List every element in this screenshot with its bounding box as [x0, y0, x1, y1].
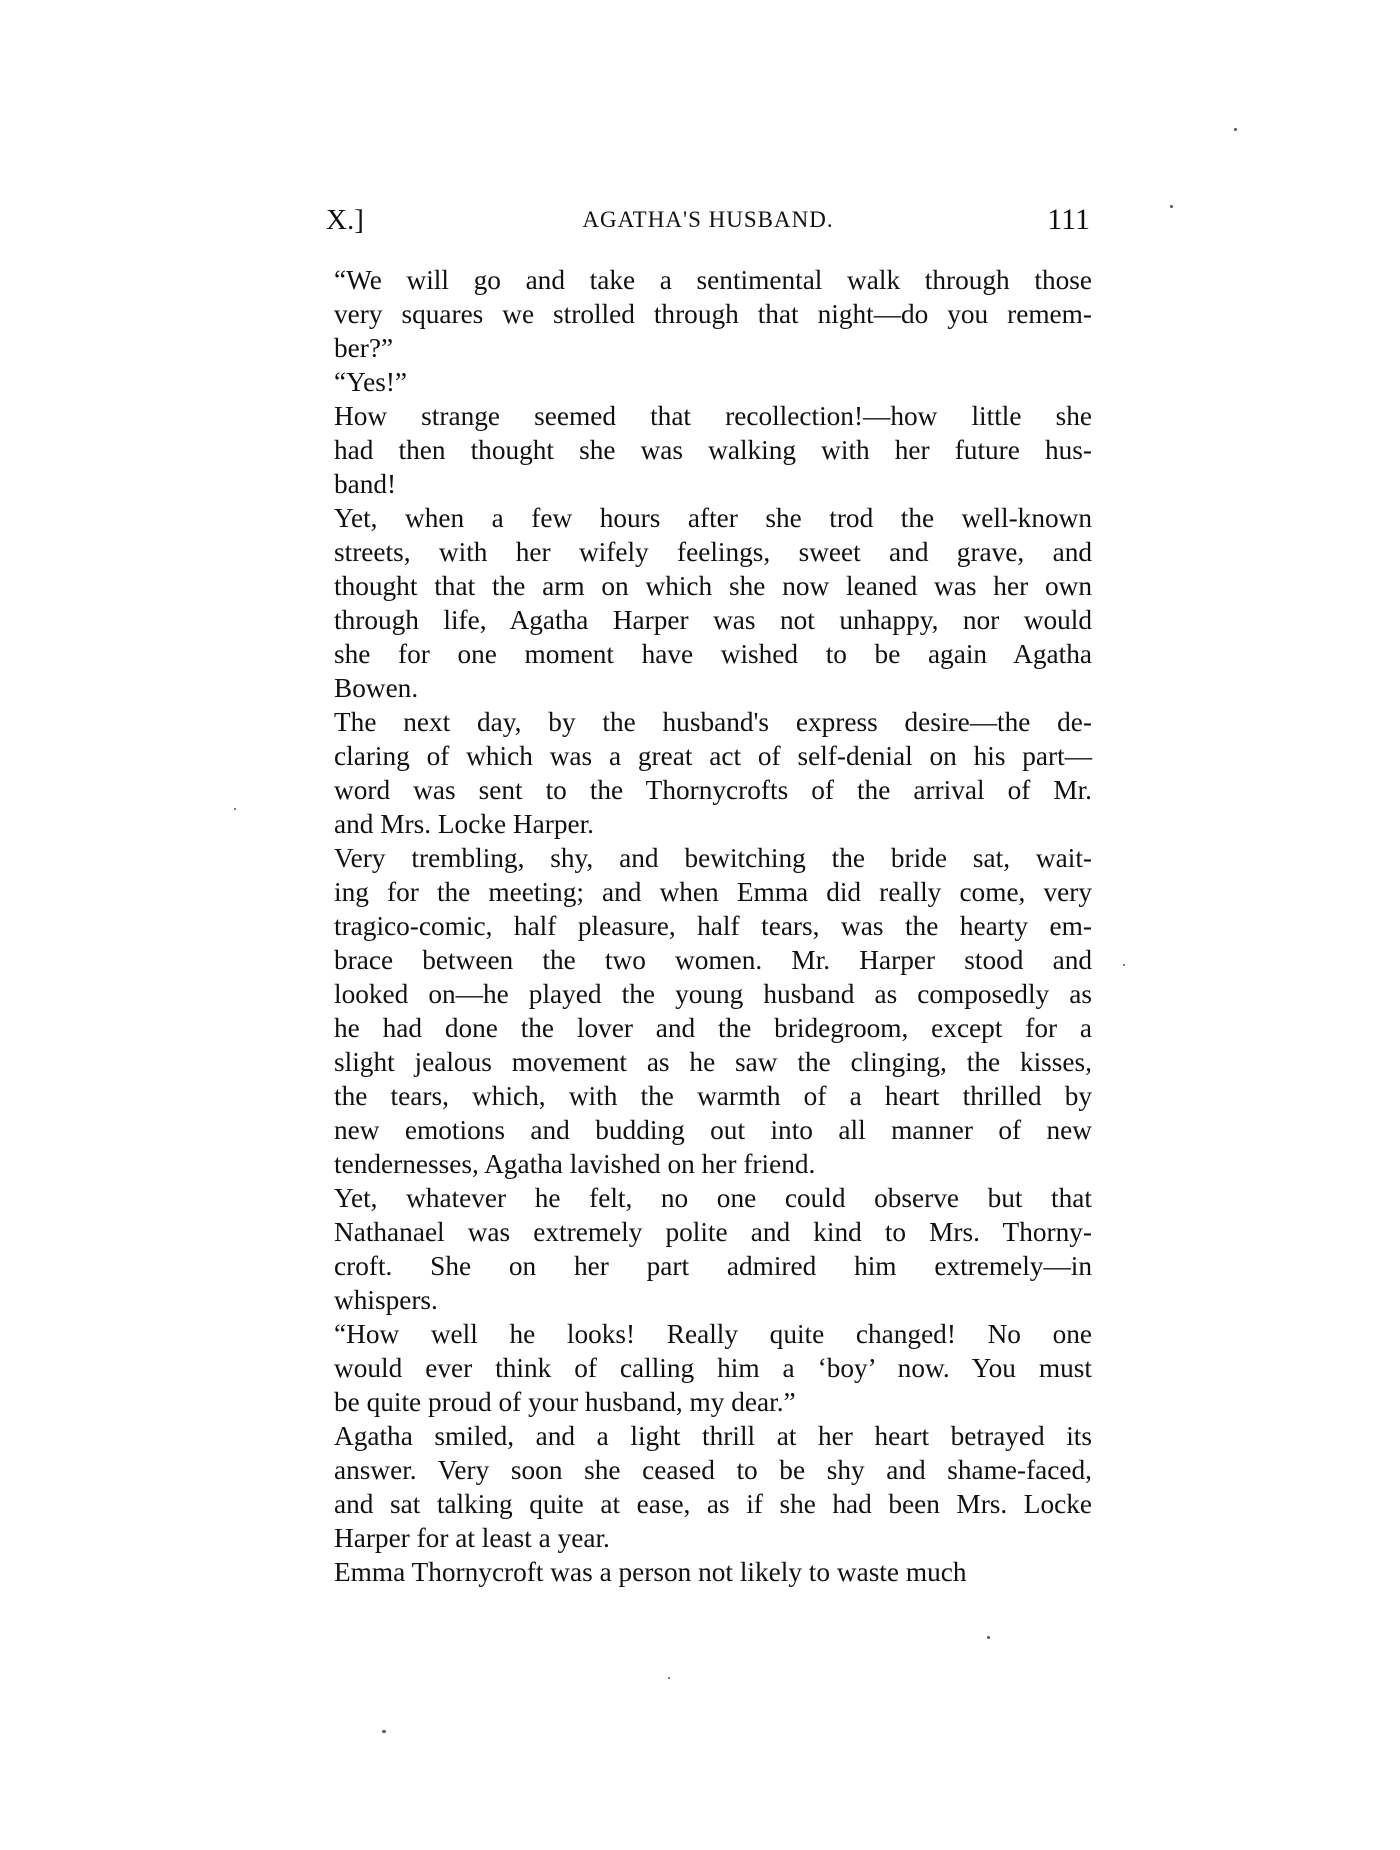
text-line: “We will go and take a sentimental walk through those — [334, 265, 1092, 295]
text-line: word was sent to the Thornycrofts of the arrival of Mr. — [334, 775, 1092, 805]
paragraph — [298, 1181, 1092, 1317]
text-line: ing for the meeting; and when Emma did really come, very — [334, 877, 1092, 907]
scan-speck — [382, 1730, 386, 1733]
paragraph — [298, 399, 1092, 501]
text-line: new emotions and budding out into all manner of new — [334, 1115, 1092, 1145]
text-line: would ever think of calling him a ‘boy’ now. You must — [334, 1353, 1092, 1383]
text-line: she for one moment have wished to be again Agatha — [334, 639, 1092, 669]
text-line: ber?” — [334, 333, 394, 363]
paragraph — [298, 1555, 1092, 1589]
body-text — [298, 263, 1092, 1589]
text-line: Harper for at least a year. — [334, 1523, 610, 1553]
scan-speck — [1170, 205, 1173, 208]
text-line: slight jealous movement as he saw the clinging, the kisses, — [334, 1047, 1092, 1077]
text-line: Nathanael was extremely polite and kind to Mrs. Thorny- — [334, 1217, 1092, 1247]
text-line: “How well he looks! Really quite changed! No one — [334, 1319, 1092, 1349]
text-line: and Mrs. Locke Harper. — [334, 809, 594, 839]
text-line: through life, Agatha Harper was not unhappy, nor would — [334, 605, 1092, 635]
text-line: very squares we strolled through that night—do you remem- — [334, 299, 1092, 329]
text-line: streets, with her wifely feelings, sweet and grave, and — [334, 537, 1092, 567]
paragraph — [298, 841, 1092, 1181]
text-line: tendernesses, Agatha lavished on her friend. — [334, 1149, 816, 1179]
text-line: thought that the arm on which she now leaned was her own — [334, 571, 1092, 601]
paragraph — [298, 1317, 1092, 1419]
paragraph — [298, 365, 1092, 399]
text-line: band! — [334, 469, 397, 499]
page-number: 111 — [1047, 203, 1090, 236]
text-line: Emma Thornycroft was a person not likely to waste much — [334, 1557, 967, 1587]
paragraph — [298, 705, 1092, 841]
text-line: Agatha smiled, and a light thrill at her heart betrayed its — [334, 1421, 1092, 1451]
scan-speck — [1123, 964, 1125, 966]
text-line: looked on—he played the young husband as composedly as — [334, 979, 1092, 1009]
text-line: the tears, which, with the warmth of a heart thrilled by — [334, 1081, 1092, 1111]
chapter-number: X.] — [326, 204, 364, 236]
text-line: “Yes!” — [334, 367, 408, 397]
text-line: and sat talking quite at ease, as if she had been Mrs. Locke — [334, 1489, 1092, 1519]
text-line: tragico-comic, half pleasure, half tears, was the hearty em- — [334, 911, 1092, 941]
text-line: Bowen. — [334, 673, 419, 703]
text-line: The next day, by the husband's express desire—the de- — [334, 707, 1092, 737]
text-line: be quite proud of your husband, my dear.” — [334, 1387, 796, 1417]
scan-speck — [668, 1677, 670, 1679]
text-line: brace between the two women. Mr. Harper stood and — [334, 945, 1092, 975]
running-title: AGATHA'S HUSBAND. — [582, 207, 834, 232]
paragraph — [298, 1419, 1092, 1555]
paragraph — [298, 501, 1092, 705]
text-line: Very trembling, shy, and bewitching the bride sat, wait- — [334, 843, 1092, 873]
paragraph — [298, 263, 1092, 365]
scan-speck — [234, 808, 236, 810]
text-line: Yet, whatever he felt, no one could observe but that — [334, 1183, 1092, 1213]
text-line: claring of which was a great act of self-denial on his part— — [334, 741, 1092, 771]
text-line: answer. Very soon she ceased to be shy and shame-faced, — [334, 1455, 1092, 1485]
scan-speck — [987, 1636, 990, 1639]
text-line: Yet, when a few hours after she trod the well-known — [334, 503, 1092, 533]
scan-speck — [1234, 128, 1237, 131]
text-line: he had done the lover and the bridegroom, except for a — [334, 1013, 1092, 1043]
text-line: How strange seemed that recollection!—how little she — [334, 401, 1092, 431]
text-line: croft. She on her part admired him extremely—in — [334, 1251, 1092, 1281]
text-line: whispers. — [334, 1285, 438, 1315]
running-header — [326, 200, 1090, 240]
text-line: had then thought she was walking with her future hus- — [334, 435, 1092, 465]
